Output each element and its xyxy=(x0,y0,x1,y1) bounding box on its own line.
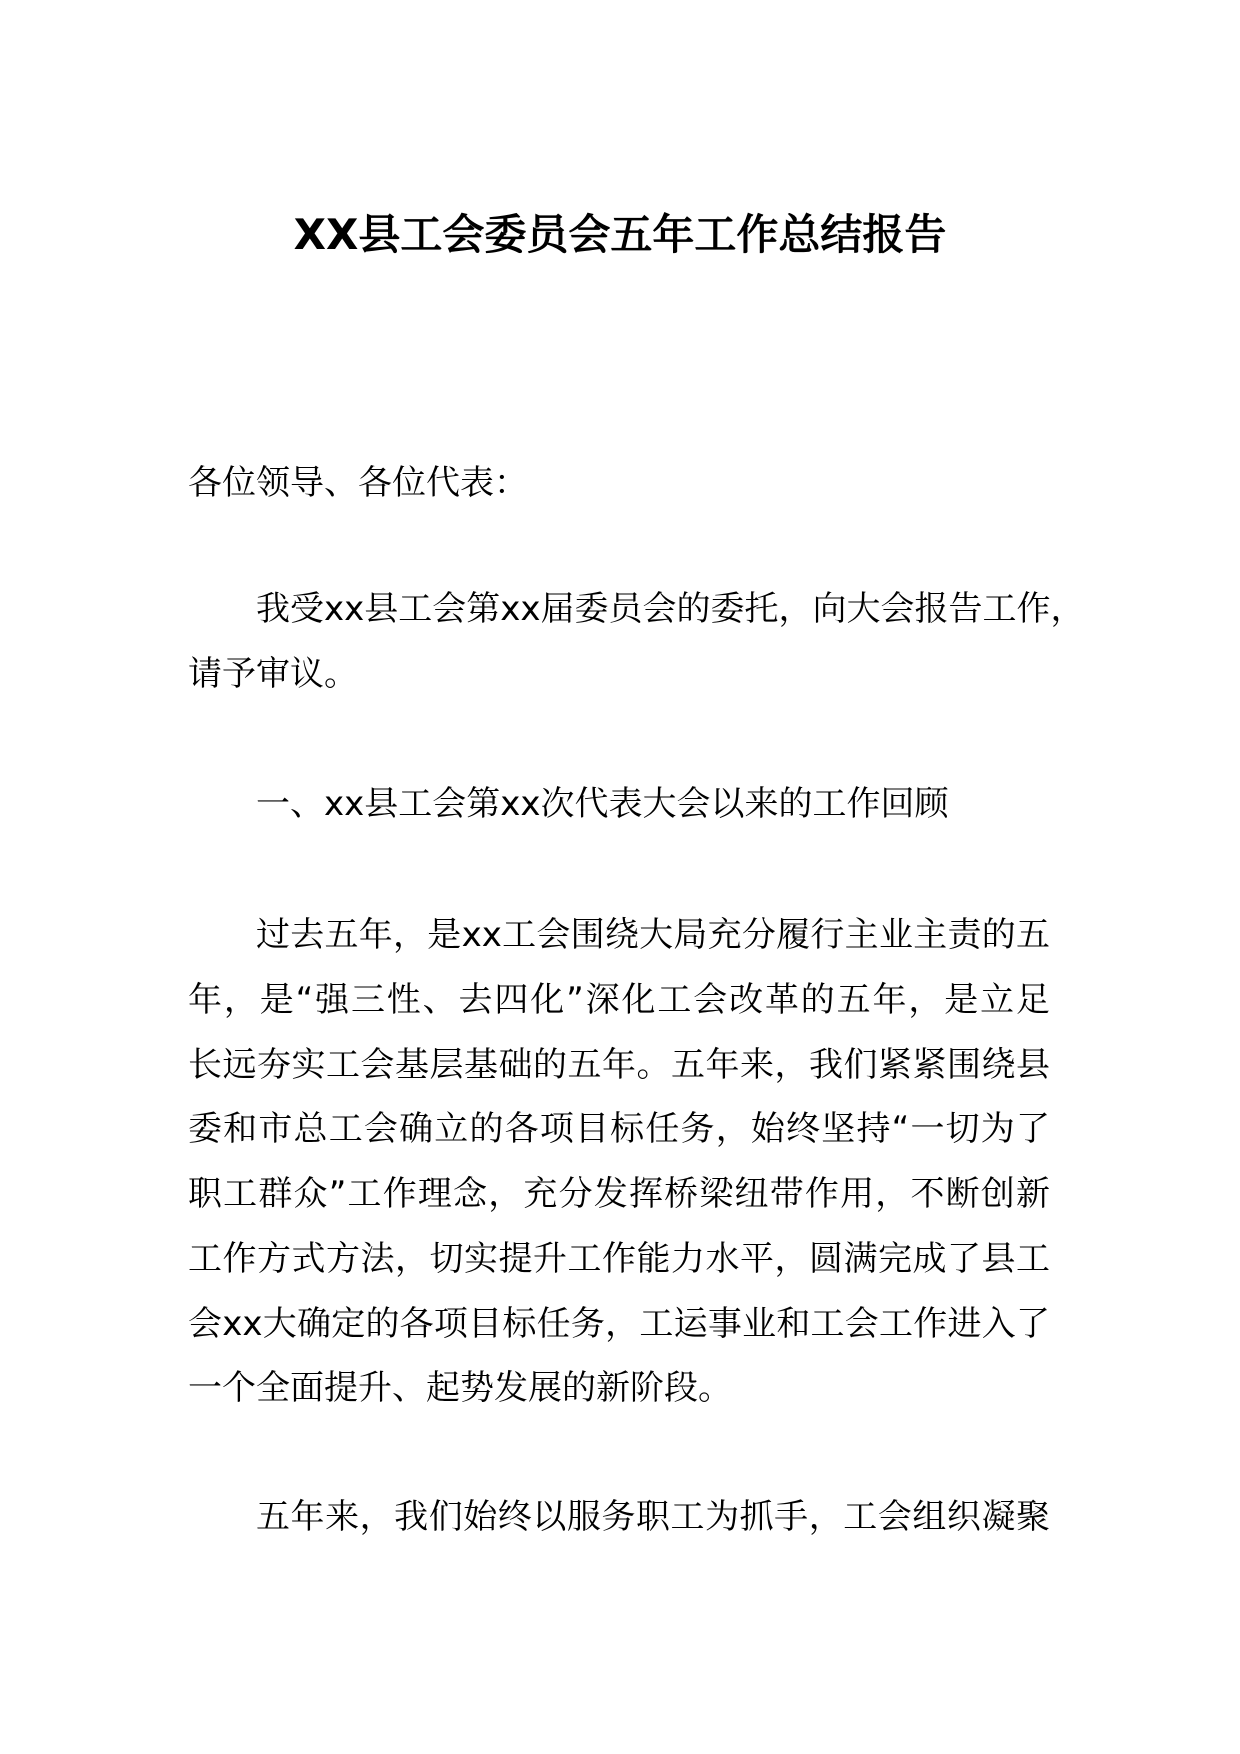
paragraph-line: 一个全面提升、起势发展的新阶段。 xyxy=(188,1368,732,1408)
paragraph-line: 请予审议。 xyxy=(188,654,358,694)
paragraph-line: 五年来，我们始终以服务职工为抓手，工会组织凝聚 xyxy=(256,1497,1050,1537)
paragraph-line: 会xx大确定的各项目标任务，工运事业和工会工作进入了 xyxy=(188,1304,1050,1344)
paragraph-line: 我受xx县工会第xx届委员会的委托，向大会报告工作， xyxy=(256,589,1085,629)
paragraph-line: 过去五年，是xx工会围绕大局充分履行主业主责的五 xyxy=(256,915,1050,955)
section-heading: 一、xx县工会第xx次代表大会以来的工作回顾 xyxy=(256,784,949,824)
paragraph-line: 长远夯实工会基层基础的五年。五年来，我们紧紧围绕县 xyxy=(188,1045,1050,1085)
paragraph-line: 委和市总工会确立的各项目标任务，始终坚持“一切为了 xyxy=(188,1109,1050,1149)
paragraph-line: 职工群众”工作理念，充分发挥桥梁纽带作用，不断创新 xyxy=(188,1174,1050,1214)
paragraph-line: 工作方式方法，切实提升工作能力水平，圆满完成了县工 xyxy=(188,1239,1050,1279)
salutation: 各位领导、各位代表： xyxy=(188,463,528,503)
document-title: XX县工会委员会五年工作总结报告 xyxy=(293,210,947,259)
paragraph-line: 年，是“强三性、去四化”深化工会改革的五年，是立足 xyxy=(188,980,1050,1020)
